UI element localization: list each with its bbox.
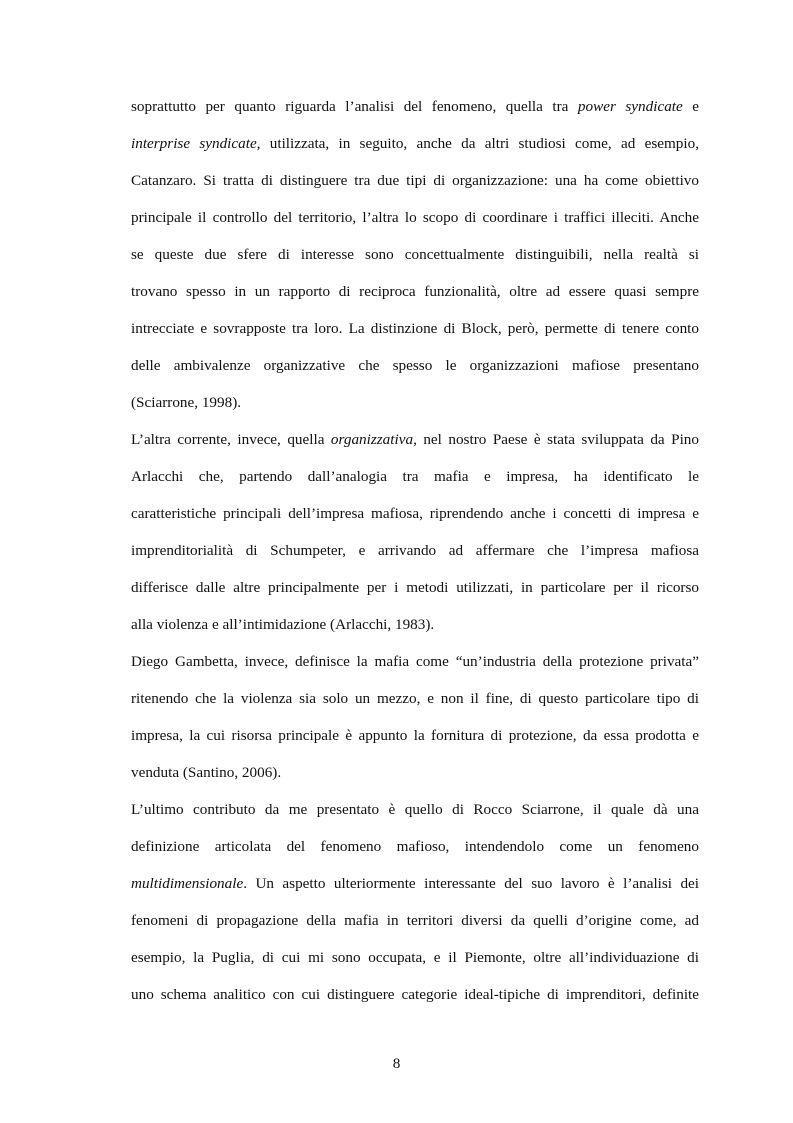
text-line	[131, 273, 699, 310]
text-run: (Sciarrone, 1998).	[131, 394, 242, 411]
text-line	[131, 569, 699, 606]
italic-term: multidimensionale	[131, 875, 244, 892]
page-number: 8	[392, 1055, 401, 1072]
text-run: impresa, la cui risorsa principale è appunto la fornitura di protezione, da essa prodotta e	[131, 727, 699, 744]
text-line	[131, 939, 699, 976]
text-run: ritenendo che la violenza sia solo un mezzo, e non il fine, di questo particolare tipo di	[131, 690, 699, 707]
text-run: venduta (Santino, 2006).	[131, 764, 282, 781]
text-line	[131, 347, 699, 384]
italic-term: interprise syndicate,	[131, 135, 261, 152]
text-line	[131, 717, 699, 754]
text-run: uno schema analitico con cui distinguere categorie ideal-tipiche di imprenditori, definite	[131, 986, 699, 1003]
text-run: Catanzaro. Si tratta di distinguere tra due tipi di organizzazione: una ha come obiettivo	[131, 172, 699, 189]
text-line	[131, 902, 699, 939]
text-run: definizione articolata del fenomeno mafioso, intendendolo come un fenomeno	[131, 838, 699, 855]
text-line	[131, 754, 699, 791]
text-line	[131, 606, 699, 643]
text-line	[131, 384, 699, 421]
text-line	[131, 310, 699, 347]
text-run: delle ambivalenze organizzative che spesso le organizzazioni mafiose presentano	[131, 357, 699, 374]
text-run: soprattutto per quanto riguarda l’analisi del fenomeno, quella tra	[131, 98, 578, 115]
text-line	[131, 125, 699, 162]
text-line	[131, 458, 699, 495]
text-line	[131, 791, 699, 828]
text-line	[131, 828, 699, 865]
text-line	[131, 88, 699, 125]
text-line	[131, 532, 699, 569]
text-run: L’altra corrente, invece, quella	[131, 431, 331, 448]
text-line	[131, 976, 699, 1013]
italic-term: power syndicate	[577, 98, 683, 115]
text-run: e	[682, 98, 699, 115]
text-run: Arlacchi che, partendo dall’analogia tra mafia e impresa, ha identificato le	[131, 468, 699, 485]
body-text	[131, 88, 699, 1013]
text-line	[131, 495, 699, 532]
text-run: intrecciate e sovrapposte tra loro. La distinzione di Block, però, permette di tenere conto	[131, 320, 699, 337]
text-run: trovano spesso in un rapporto di reciproca funzionalità, oltre ad essere quasi sempre	[131, 283, 699, 300]
text-run: esempio, la Puglia, di cui mi sono occupata, e il Piemonte, oltre all’individuazione di	[131, 949, 699, 966]
text-line	[131, 643, 699, 680]
text-line	[131, 236, 699, 273]
text-line	[131, 162, 699, 199]
text-run: imprenditorialità di Schumpeter, e arrivando ad affermare che l’impresa mafiosa	[131, 542, 699, 559]
text-run: fenomeni di propagazione della mafia in territori diversi da quelli d’origine come, ad	[131, 912, 699, 929]
text-run: Diego Gambetta, invece, definisce la mafia come “un’industria della protezione privata”	[131, 653, 699, 670]
text-run: L’ultimo contributo da me presentato è quello di Rocco Sciarrone, il quale dà una	[131, 801, 699, 818]
text-line	[131, 199, 699, 236]
text-run: alla violenza e all’intimidazione (Arlacchi, 1983).	[131, 616, 435, 633]
text-run: , nel nostro Paese è stata sviluppata da Pino	[413, 431, 699, 448]
text-run: . Un aspetto ulteriormente interessante del suo lavoro è l’analisi dei	[243, 875, 699, 892]
text-line	[131, 865, 699, 902]
text-run: se queste due sfere di interesse sono concettualmente distinguibili, nella realtà si	[131, 246, 699, 263]
text-run: caratteristiche principali dell’impresa mafiosa, riprendendo anche i concetti di impresa e	[131, 505, 699, 522]
text-run: utilizzata, in seguito, anche da altri studiosi come, ad esempio,	[260, 135, 699, 152]
text-run: principale il controllo del territorio, l’altra lo scopo di coordinare i traffici illeciti. Anche	[131, 209, 699, 226]
italic-term: organizzativa	[330, 431, 414, 448]
text-line	[131, 421, 699, 458]
text-run: differisce dalle altre principalmente per i metodi utilizzati, in particolare per il ricorso	[131, 579, 699, 596]
text-line	[131, 680, 699, 717]
